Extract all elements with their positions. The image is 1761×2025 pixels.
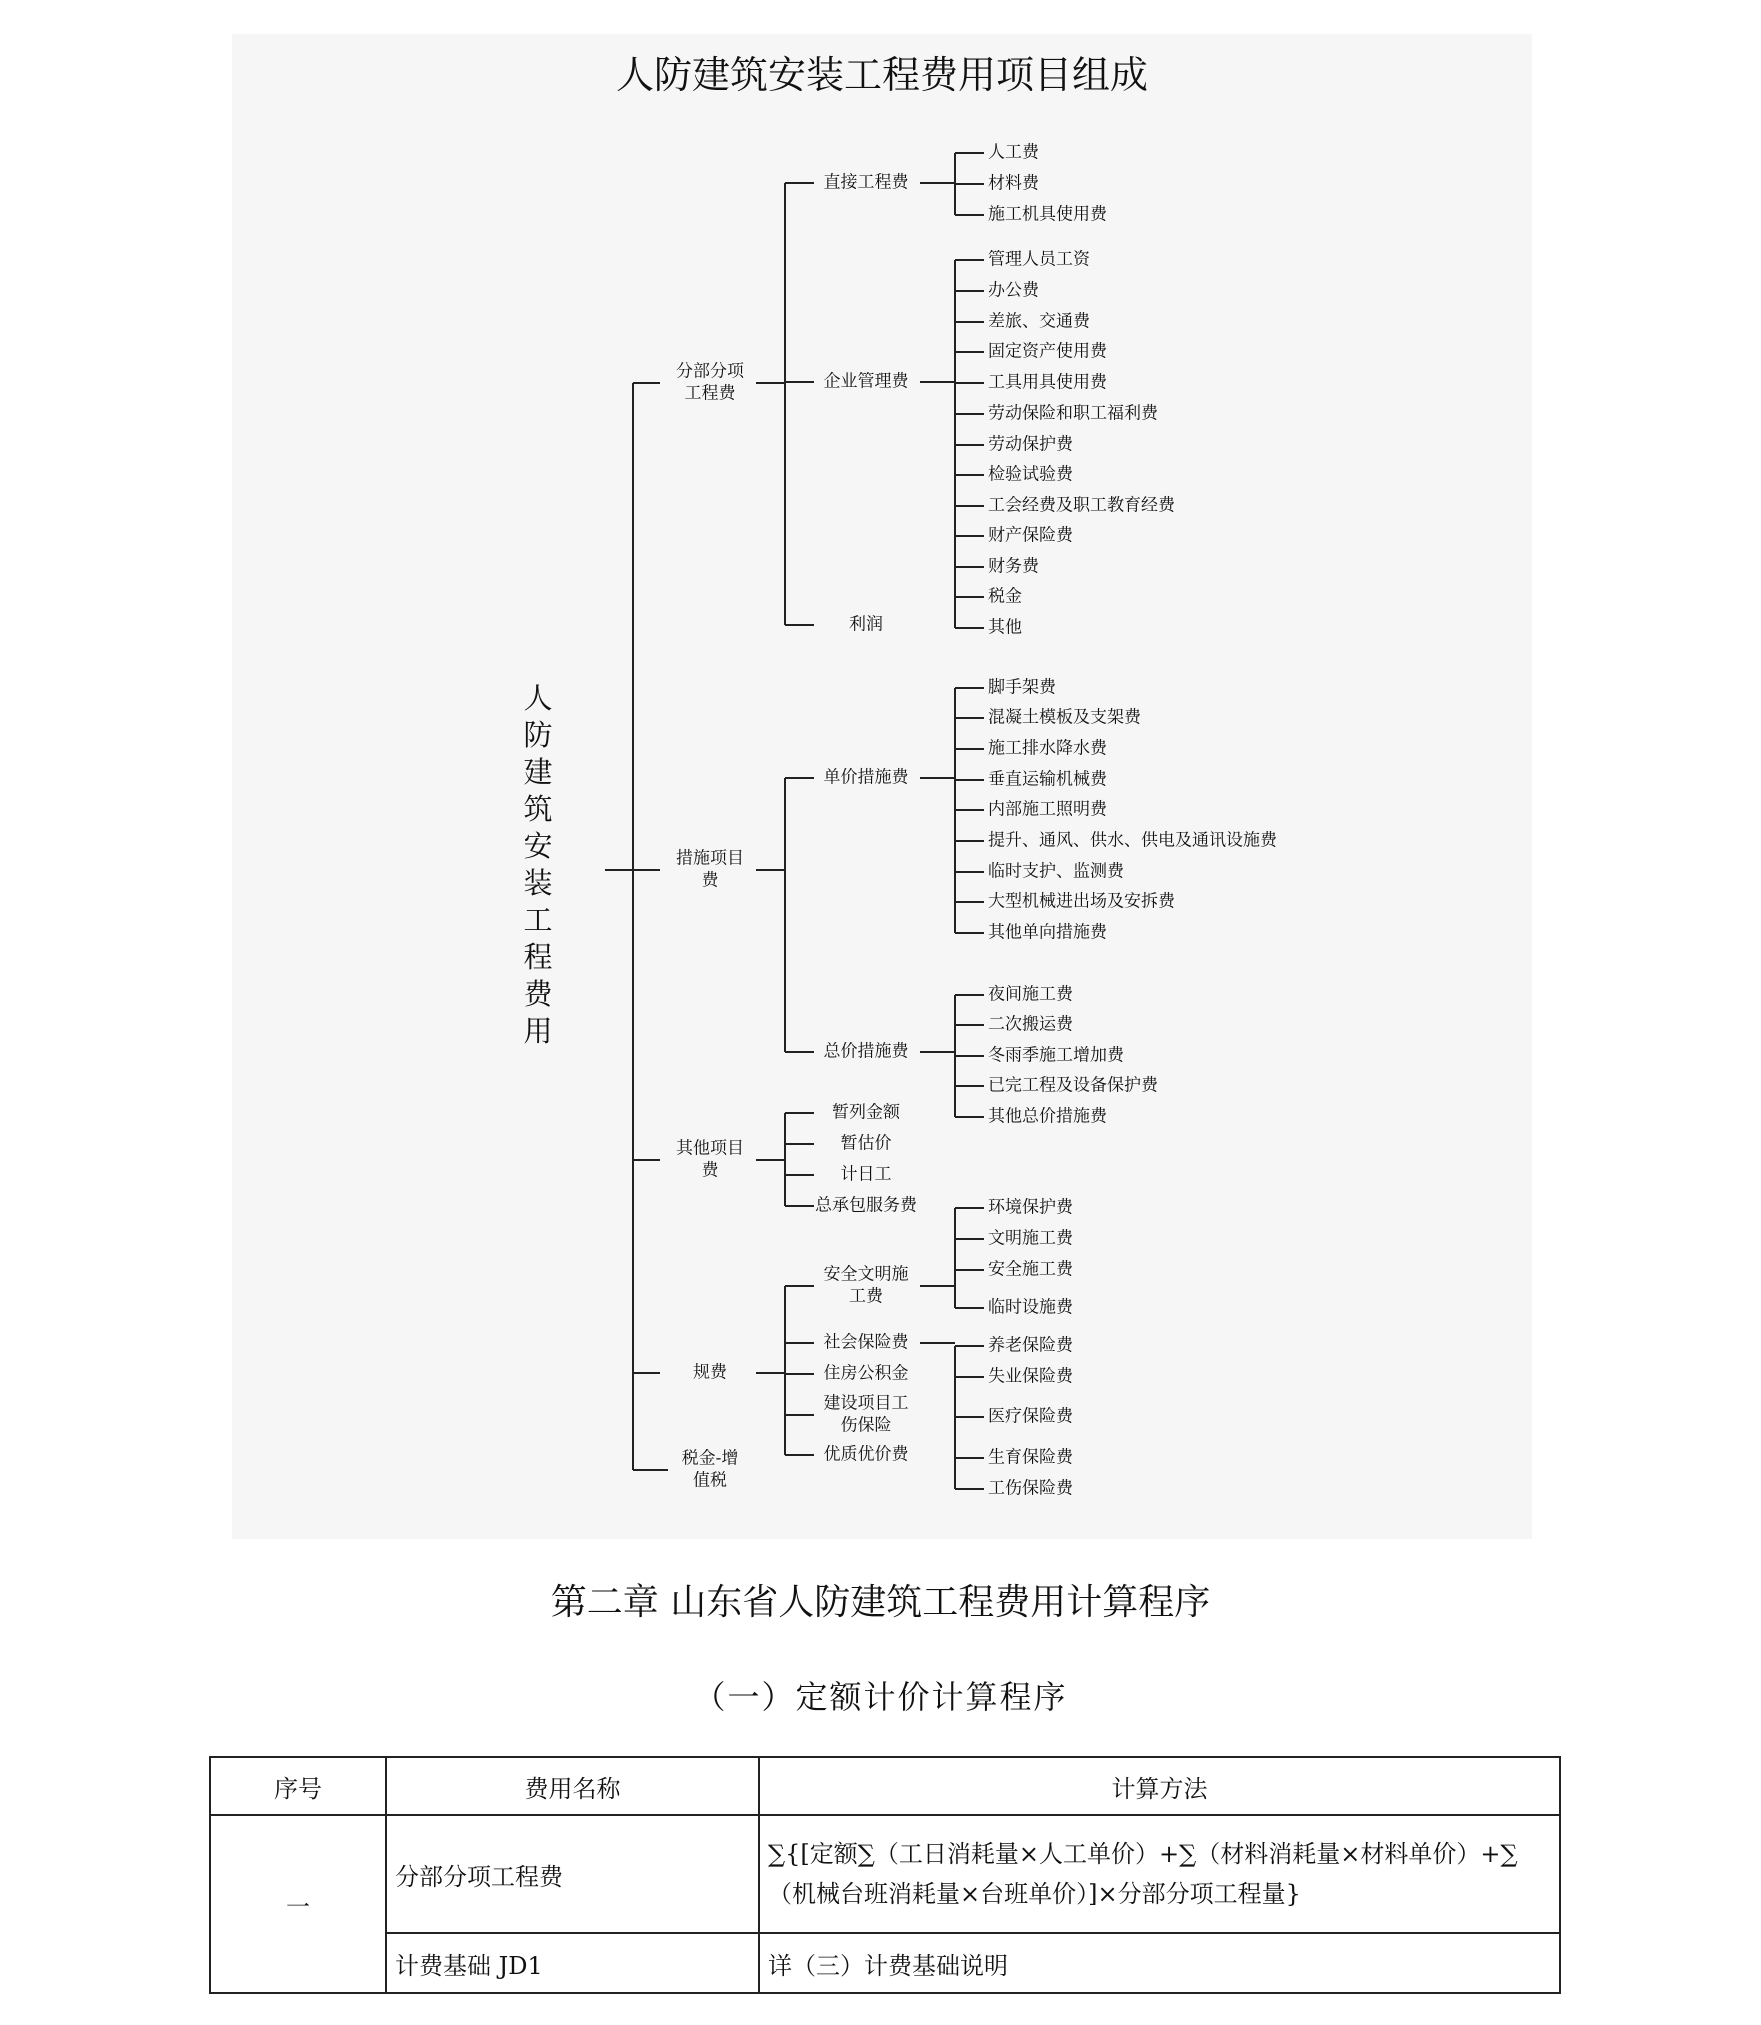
item-label: 安全施工费 [988,1259,1073,1280]
root-label-char: 工 [523,903,553,937]
group-label: 暂估价 [840,1133,892,1154]
item-label: 提升、通风、供水、供电及通讯设施费 [988,830,1277,851]
root-label-char: 人 [523,681,553,715]
item-label: 劳动保险和职工福利费 [988,403,1158,424]
group-label: 企业管理费 [823,371,909,392]
item-label: 材料费 [988,173,1039,194]
root-label-char: 装 [523,866,553,900]
table-row [210,1815,1560,1933]
item-label: 垂直运输机械费 [988,769,1107,790]
category-label: 费 [701,1160,719,1181]
group-label: 安全文明施 [823,1264,909,1285]
category-label: 规费 [693,1362,727,1383]
root-label-char: 用 [523,1014,553,1048]
group-label: 单价措施费 [823,767,909,788]
item-label: 其他单向措施费 [988,922,1107,943]
group-label: 直接工程费 [823,172,909,193]
item-label: 劳动保护费 [988,434,1073,455]
item-label: 工会经费及职工教育经费 [988,495,1175,516]
item-label: 临时支护、监测费 [988,861,1124,882]
root-label-char: 费 [523,977,553,1011]
group-label: 优质优价费 [823,1444,909,1465]
calculation-table [209,1756,1561,1994]
group-label: 建设项目工 [823,1393,909,1414]
item-label: 内部施工照明费 [988,799,1107,820]
header-method: 计算方法 [759,1757,1560,1815]
tree-title: 人防建筑安装工程费用项目组成 [615,53,1148,97]
category-label: 工程费 [684,383,736,404]
group-label: 伤保险 [840,1415,892,1436]
item-label: 临时设施费 [988,1297,1073,1318]
item-label: 税金 [988,586,1022,607]
item-label: 失业保险费 [988,1366,1073,1387]
header-no: 序号 [210,1757,386,1815]
item-label: 冬雨季施工增加费 [988,1045,1124,1066]
root-label-char: 程 [523,940,553,974]
chapter-title: 第二章 山东省人防建筑工程费用计算程序 [550,1582,1211,1623]
group-label: 总价措施费 [823,1041,909,1062]
section-title: （一）定额计价计算程序 [693,1678,1068,1716]
item-label: 已完工程及设备保护费 [988,1075,1158,1096]
item-label: 其他总价措施费 [988,1106,1107,1127]
item-label: 差旅、交通费 [988,311,1090,332]
group-label: 工费 [849,1286,883,1307]
item-label: 二次搬运费 [988,1014,1073,1035]
category-label: 值税 [693,1470,727,1491]
root-label-char: 筑 [523,792,553,826]
category-label: 分部分项 [676,361,744,382]
item-label: 施工排水降水费 [988,738,1107,759]
item-label: 医疗保险费 [988,1406,1073,1427]
item-label: 管理人员工资 [988,249,1090,270]
group-label: 总承包服务费 [815,1195,917,1216]
item-label: 工具用具使用费 [988,372,1107,393]
category-label: 费 [701,870,719,891]
group-label: 利润 [849,614,883,635]
row-method: ∑{[定额∑（工日消耗量×人工单价）+∑（材料消耗量×材料单价）+∑（机械台班消耗量×台班单价）]×分部分项工程量} [759,1815,1560,1933]
group-label: 住房公积金 [823,1363,909,1384]
item-label: 财产保险费 [988,525,1073,546]
root-label-char: 安 [523,829,553,863]
item-label: 混凝土模板及支架费 [988,707,1141,728]
root-label-char: 建 [523,755,553,789]
category-label: 措施项目 [676,848,744,869]
item-label: 其他 [988,617,1022,638]
item-label: 检验试验费 [988,464,1073,485]
item-label: 环境保护费 [988,1197,1073,1218]
item-label: 生育保险费 [988,1447,1073,1468]
group-label: 暂列金额 [832,1102,900,1123]
item-label: 大型机械进出场及安拆费 [988,891,1175,912]
item-label: 财务费 [988,556,1039,577]
item-label: 固定资产使用费 [988,341,1107,362]
item-label: 办公费 [988,280,1039,301]
category-label: 税金-增 [681,1448,739,1469]
group-label: 计日工 [840,1164,892,1185]
row-method: 详（三）计费基础说明 [759,1933,1560,1993]
item-label: 工伤保险费 [988,1478,1073,1499]
item-label: 施工机具使用费 [988,204,1107,225]
row-name: 分部分项工程费 [386,1815,759,1933]
table-row [210,1933,1560,1993]
header-name: 费用名称 [386,1757,759,1815]
item-label: 人工费 [988,142,1039,163]
item-label: 夜间施工费 [988,984,1073,1005]
row-no: 一 [210,1815,386,1993]
item-label: 脚手架费 [988,677,1056,698]
table-header-row [210,1757,1560,1815]
group-label: 社会保险费 [823,1332,909,1353]
item-label: 文明施工费 [988,1228,1073,1249]
item-label: 养老保险费 [988,1335,1073,1356]
category-label: 其他项目 [676,1138,744,1159]
root-label-char: 防 [523,718,553,752]
row-name: 计费基础 JD1 [386,1933,759,1993]
